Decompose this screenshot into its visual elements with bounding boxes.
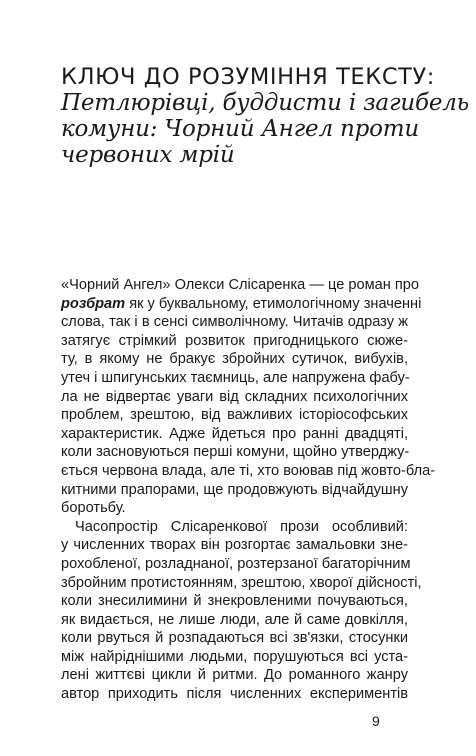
chapter-subtitle: [61, 90, 470, 168]
subtitle-line: червоних мрій: [61, 142, 235, 168]
text-line: китними прапорами, ще продовжують відчайдушну: [61, 481, 408, 498]
text-line: утеч і шпигунських таємниць, але напружена фабу-: [61, 369, 410, 386]
text-line: коли рвуться й розпадаються всі зв'язки, стосунки: [61, 630, 408, 647]
text-line: «Чорний Ангел» Олекси Слісаренка — це роман про: [61, 277, 420, 293]
text-line: боротьбу.: [61, 500, 126, 517]
text-line: слова, так і в сенсі символічному. Читачів одразу ж: [61, 314, 408, 331]
text-line: як видається, не лише люди, але й саме довкілля,: [61, 611, 408, 628]
text-line: лені життєві цикли й ритми. До романного жанру: [61, 667, 408, 684]
text-line: Часопростір Слісаренкової прози особливий:: [75, 518, 408, 535]
chapter-heading: [61, 64, 470, 168]
text-fragment: як у буквальному, етимологічному значенні: [125, 295, 422, 312]
paragraph-1: [61, 276, 436, 518]
text-line: ла не відвертає уваги від складних психологічних: [61, 388, 408, 405]
emphasis-word: розбрат: [61, 295, 126, 312]
body-text: [61, 276, 436, 704]
text-line: рохобленої, розладнаної, розтерзаної багаторічним: [61, 555, 411, 572]
text-line: збройним протистоянням, зрештою, хворої дійсності,: [61, 574, 422, 591]
text-line: коли засновуються перші комуни, щойно утверджу-: [61, 444, 410, 461]
text-line: між найріднішими людьми, порушуються всі уста-: [61, 648, 408, 665]
chapter-title: КЛЮЧ ДО РОЗУМІННЯ ТЕКСТУ:: [61, 64, 435, 90]
subtitle-line: Петлюрівці, буддисти і загибель: [61, 90, 470, 116]
text-line: [61, 295, 422, 314]
text-line: ту, в якому не бракує збройних сутичок, вибухів,: [61, 351, 408, 368]
subtitle-line: комуни: Чорний Ангел проти: [61, 116, 420, 142]
text-line: коли знесилимини й знекровленими почуваються,: [61, 593, 408, 610]
paragraph-2: [61, 518, 422, 704]
text-line: проблем, зрештою, від важливих історіософських: [61, 407, 408, 424]
text-line: у численних творах він розгортає замальовки зне-: [61, 537, 408, 554]
text-line: характеристик. Адже йдеться про ранні двадцяті,: [61, 425, 408, 442]
text-line: затягує стрімкий розвиток пригодницького сюже-: [61, 332, 408, 349]
page-number: 9: [372, 713, 380, 729]
text-line: автор приходить після численних експериментів: [61, 686, 408, 703]
text-line: ється червона влада, але ті, хто воював під жовто-бла-: [61, 462, 436, 479]
